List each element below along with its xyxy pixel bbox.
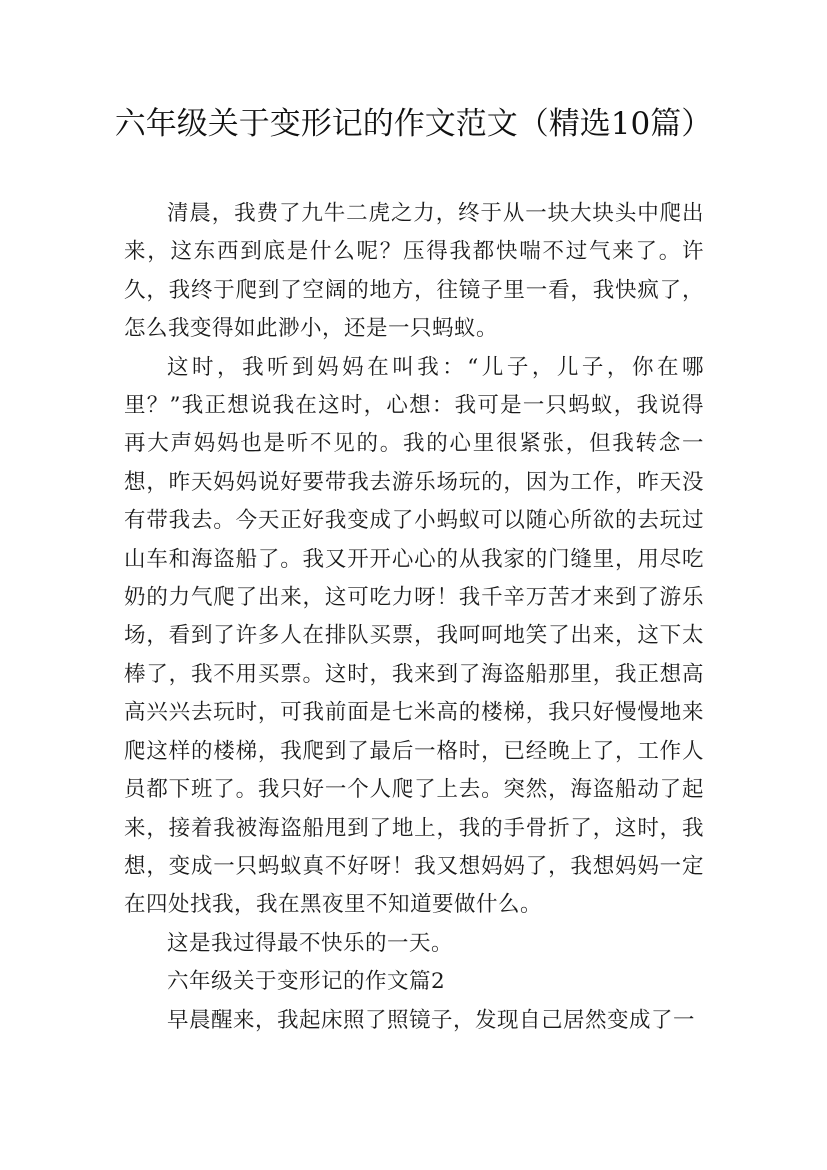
paragraph-1: 清晨，我费了九牛二虎之力，终于从一块大块头中爬出来，这东西到底是什么呢？压得我都快喘不过气来了。许久，我终于爬到了空阔的地方，往镜子里一看，我快疯了，怎么我变得如此渺小，还是一只蚂蚁。 bbox=[124, 201, 704, 342]
paragraph-2: 这时，我听到妈妈在叫我：“儿子，儿子，你在哪里？”我正想说我在这时，心想：我可是一只蚂蚁，我说得再大声妈妈也是听不见的。我的心里很紧张，但我转念一想，昨天妈妈说好要带我去游乐场玩的，因为工作，昨天没有带我去。今天正好我变成了小蚂蚁可以随心所欲的去玩过山车和海盗船了。我又开开心心的从我家的门缝里，用尽吃奶的力气爬了出来，这可吃力呀！我千辛万苦才来到了游乐场，看到了许多人在排队买票，我呵呵地笑了出来，这下太棒了，我不用买票。这时，我来到了海盗船那里，我正想高高兴兴去玩时，可我前面是七米高的楼梯，我只好慢慢地来爬这样的楼梯，我爬到了最后一格时，已经晚上了，工作人员都下班了。我只好一个人爬了上去。突然，海盗船动了起来，接着我被海盗船甩到了地上，我的手骨折了，这时，我想，变成一只蚂蚁真不好呀！我又想妈妈了，我想妈妈一定在四处找我，我在黑夜里不知道要做什么。 bbox=[124, 354, 704, 918]
document-body bbox=[124, 195, 704, 1040]
section-heading-2: 六年级关于变形记的作文篇2 bbox=[167, 969, 446, 995]
paragraph-4: 早晨醒来，我起床照了照镜子，发现自己居然变成了一 bbox=[167, 1007, 696, 1033]
paragraph-3: 这是我过得最不快乐的一天。 bbox=[167, 930, 454, 956]
document-title: 六年级关于变形记的作文范文（精选10篇） bbox=[114, 106, 713, 142]
